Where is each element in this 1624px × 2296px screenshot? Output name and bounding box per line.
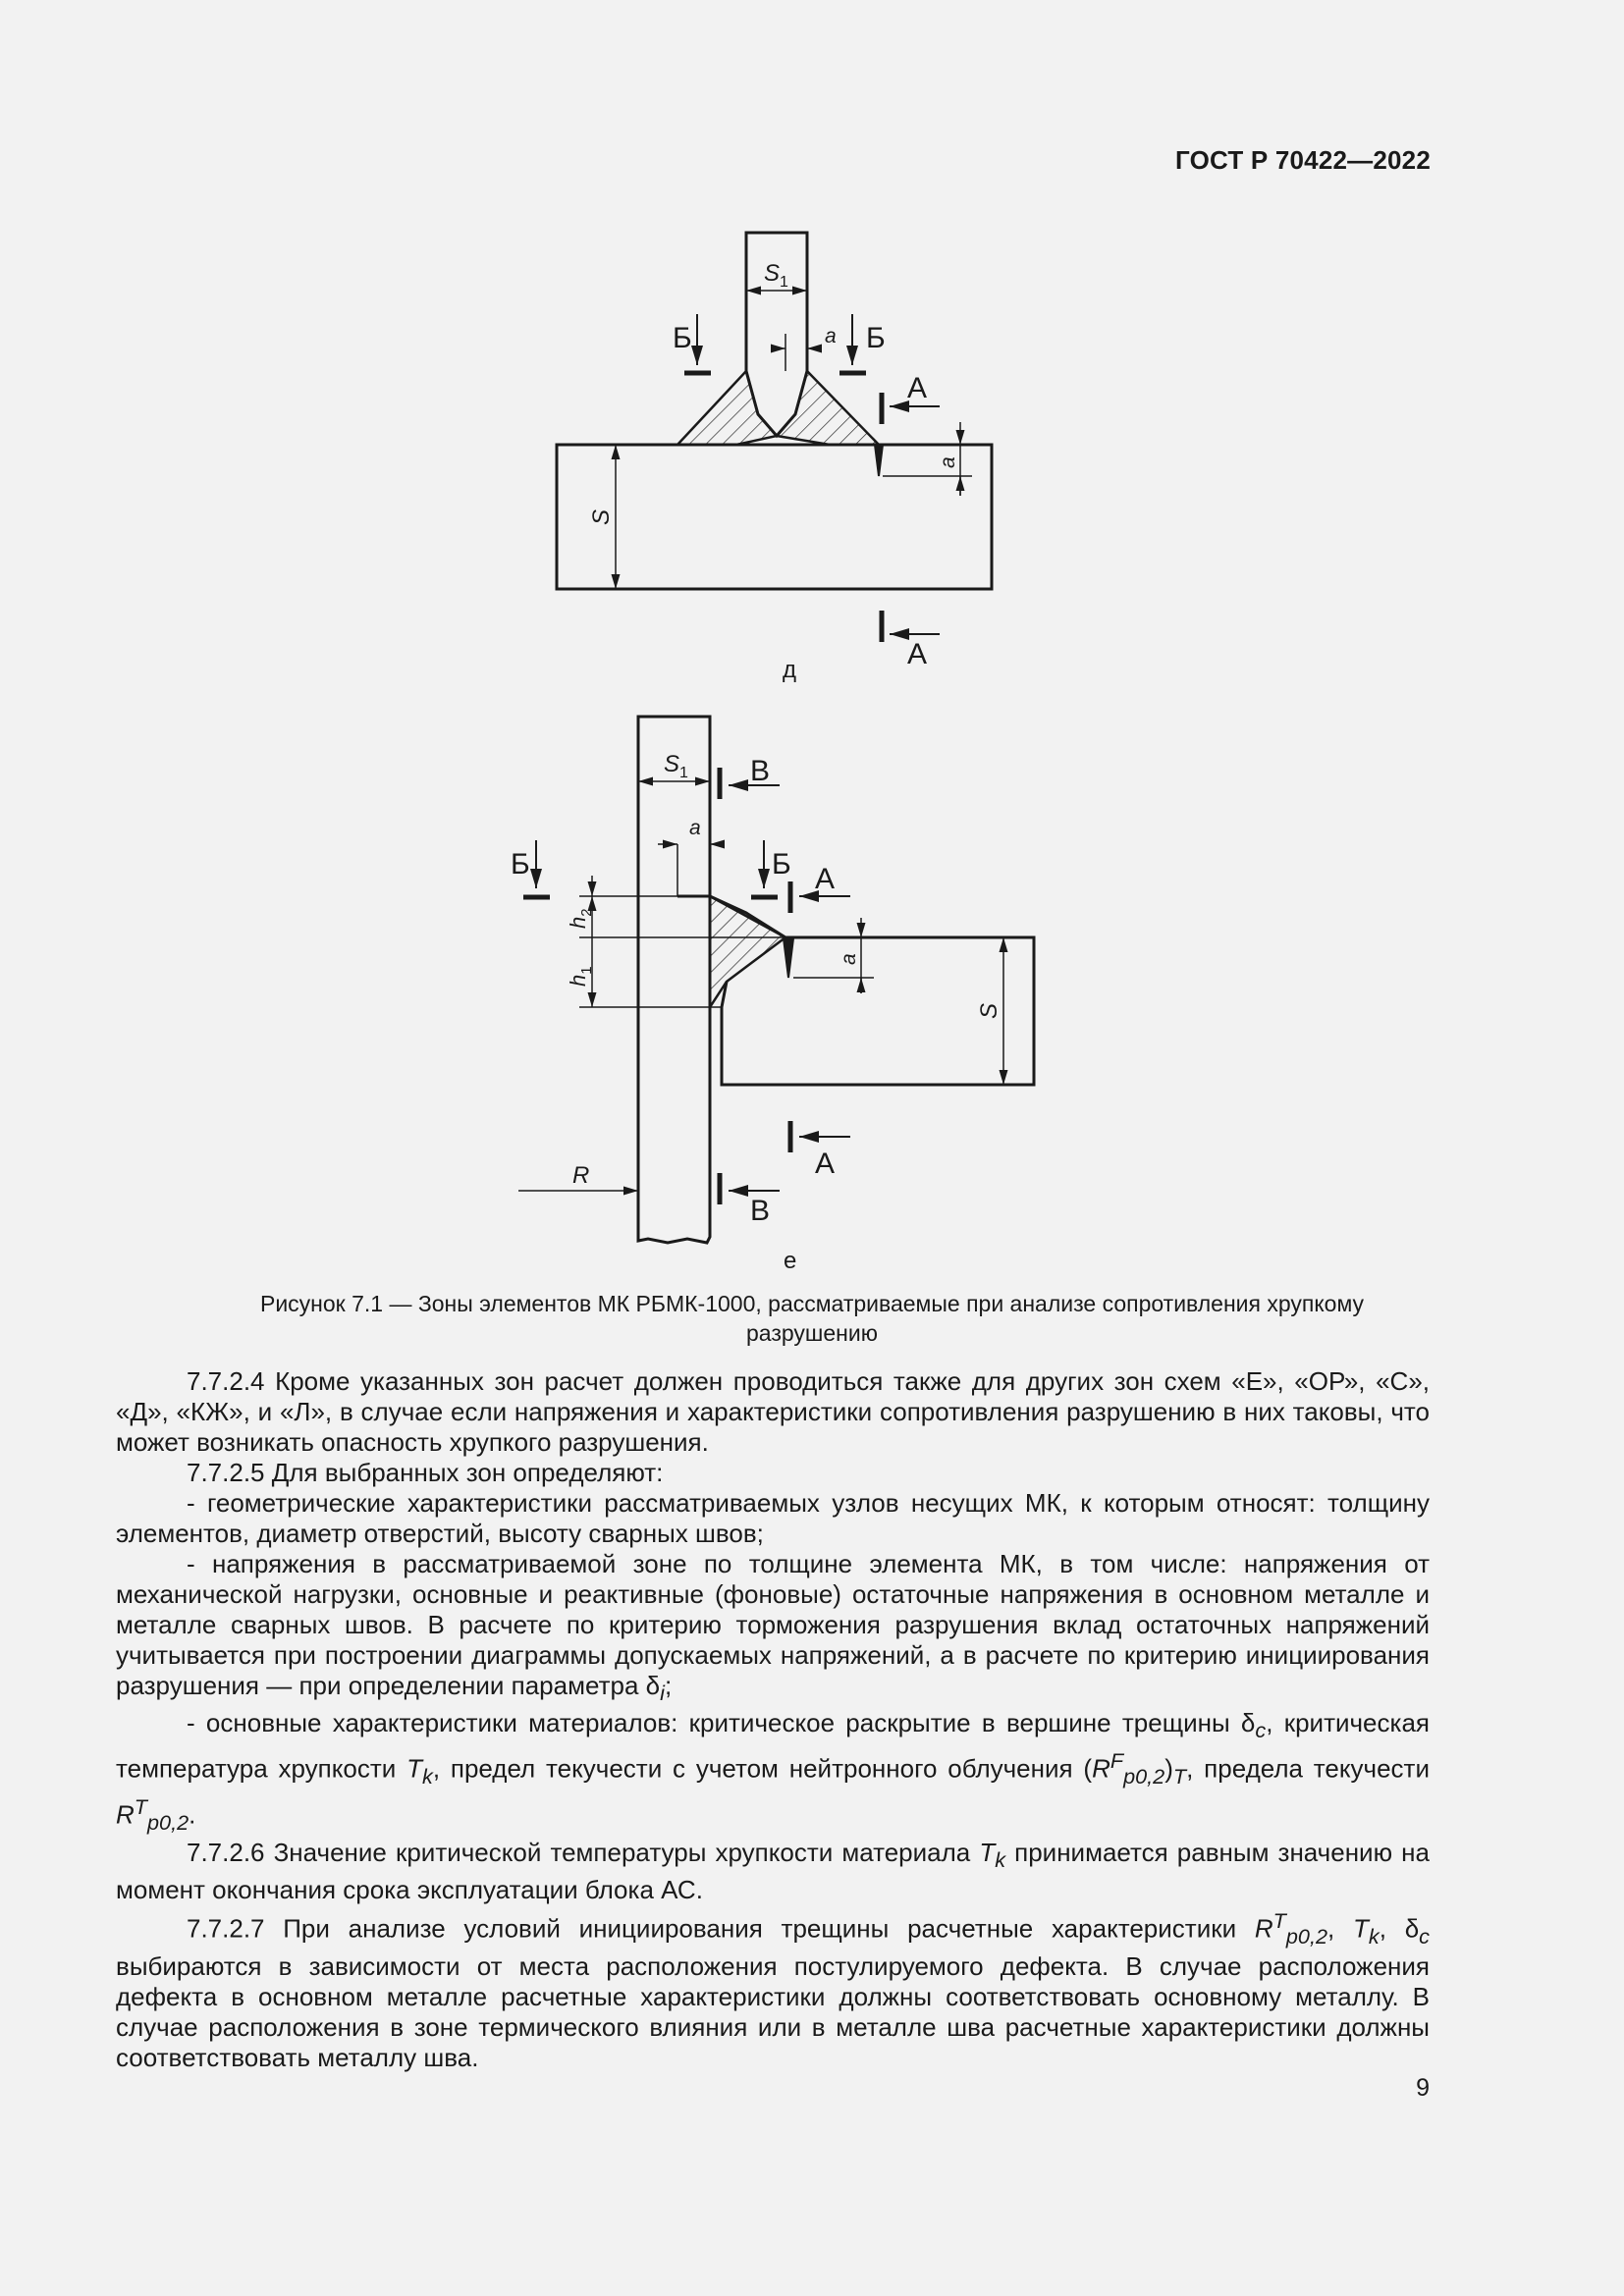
a-label-right: a <box>937 456 959 468</box>
section-b-left-label: Б <box>511 848 530 881</box>
crack-notch <box>784 938 793 978</box>
section-a-bottom-label: А <box>907 638 928 670</box>
figure-d <box>557 233 992 683</box>
a-label-right: a <box>838 953 860 965</box>
list-item-stresses: - напряжения в рассматриваемой зоне по толщине элемента МК, в том числе: напряжения от механической нагрузки, основные и реактивные (фоновые) остаточные напряжения в основном металле и металле сварных швов. В расчете по критерию торможения разрушения вклад остаточных напряжений учитывается при построении диаграммы допускаемых напряжений, а в расчете по критерию инициирования разрушения — при определении параметра $\delta_i$; <box>116 1549 1430 1706</box>
h1-label: $h_1$ <box>566 966 595 987</box>
paragraph-7-7-2-4: 7.7.2.4 Кроме указанных зон расчет должен проводиться также для других зон схем «Е», «ОР», «С», «Д», «КЖ», и «Л», в случае если напряжения и характеристики сопротивления разрушению в них таковы, что может возникать опасность хрупкого разрушения. <box>116 1366 1430 1457</box>
h2-label: $h_2$ <box>566 908 595 929</box>
section-v-bottom-label: В <box>750 1195 771 1227</box>
paragraph-7-7-2-6: 7.7.2.6 Значение критической температуры хрупкости материала $T_k$ принимается равным значению на момент окончания срока эксплуатации блока АС. <box>116 1838 1430 1905</box>
figure-caption <box>147 1289 1477 1348</box>
a-label-top: a <box>825 325 837 347</box>
figure-d-sublabel: д <box>783 657 797 683</box>
figure-e <box>511 717 1034 1274</box>
section-a-top-label: А <box>815 863 836 895</box>
list-item-geometry: - геометрические характеристики рассматриваемых узлов несущих МК, к которым относят: толщину элементов, диаметр отверстий, высоту сварных швов; <box>116 1488 1430 1548</box>
section-b-left-label: Б <box>673 322 692 354</box>
weld-right <box>777 371 879 445</box>
vertical-wall <box>638 717 710 1243</box>
s-label: S <box>588 508 615 525</box>
list-item-materials: - основные характеристики материалов: критическое раскрытие в вершине трещины $\delta_c$, критическая температура хрупкости $T_k$, предел текучести с учетом нейтронного облучения $(R^F_{p0,2})_T$, предела текучести $R^T_{p0,2}$. <box>116 1708 1430 1836</box>
section-v-top-label: В <box>750 755 771 787</box>
crack-notch <box>875 445 883 476</box>
s1-label: $S_1$ <box>764 260 788 291</box>
paragraph-7-7-2-7: 7.7.2.7 При анализе условий инициирования трещины расчетные характеристики $R^T_{p0,2}$, $T_k$, $\delta_c$ выбираются в зависимости от места расположения постулируемого дефекта. В случае расположения дефекта в основном металле расчетные характеристики должны соответствовать основному металлу. В случае расположения в зоне термического влияния или в металле шва расчетные характеристики должны соответствовать металлу шва. <box>116 1908 1430 2073</box>
a-label-top: a <box>689 817 701 839</box>
section-a-top-label: А <box>907 372 928 404</box>
body-text <box>116 1366 1430 2073</box>
document-header: ГОСТ Р 70422—2022 <box>1175 145 1431 175</box>
paragraph-7-7-2-5: 7.7.2.5 Для выбранных зон определяют: <box>187 1458 664 1487</box>
section-a-bottom-label: А <box>815 1148 836 1180</box>
section-b-right-label: Б <box>866 322 886 354</box>
r-label: R <box>572 1162 590 1189</box>
s1-label: $S_1$ <box>664 751 688 781</box>
section-b-right-label: Б <box>772 848 791 881</box>
page-number: 9 <box>1416 2074 1430 2102</box>
caption-line-1: Рисунок 7.1 — Зоны элементов МК РБМК-1000, рассматриваемые при анализе сопротивления хрупкому <box>259 1291 1365 1316</box>
figure-e-sublabel: е <box>784 1248 797 1274</box>
base-plate <box>557 445 992 589</box>
caption-line-2: разрушению <box>746 1320 878 1346</box>
s-label: S <box>976 1002 1002 1019</box>
weld-left <box>677 371 777 445</box>
